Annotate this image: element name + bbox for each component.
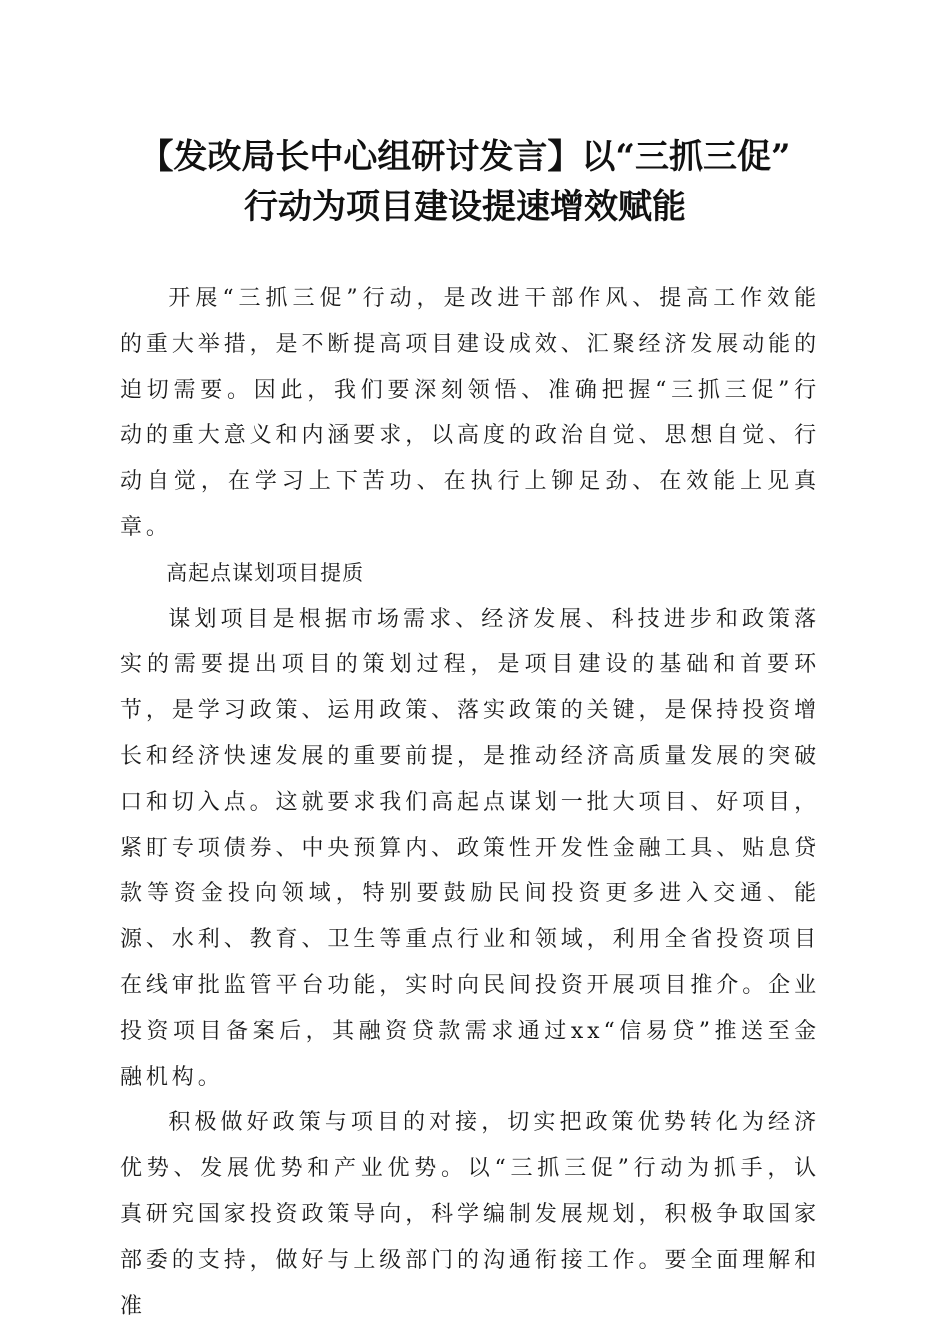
title-line-1: 【发改局长中心组研讨发言】以“三抓三促”	[139, 137, 791, 177]
document-title	[100, 132, 830, 232]
paragraph-intro: 开展“三抓三促”行动，是改进干部作风、提高工作效能的重大举措，是不断提高项目建设成效、汇聚经济发展动能的迫切需要。因此，我们要深刻领悟、准确把握“三抓三促”行动的重大意义和内涵要求，以高度的政治自觉、思想自觉、行动自觉，在学习上下苦功、在执行上铆足劲、在效能上见真章。	[120, 286, 820, 540]
document-body	[120, 276, 820, 1329]
paragraph-planning: 谋划项目是根据市场需求、经济发展、科技进步和政策落实的需要提出项目的策划过程，是项目建设的基础和首要环节，是学习政策、运用政策、落实政策的关键，是保持投资增长和经济快速发展的重要前提，是推动经济高质量发展的突破口和切入点。这就要求我们高起点谋划一批大项目、好项目，紧盯专项债券、中央预算内、政策性开发性金融工具、贴息贷款等资金投向领域，特别要鼓励民间投资更多进入交通、能源、水利、教育、卫生等重点行业和领域，利用全省投资项目在线审批监管平台功能，实时向民间投资开展项目推介。企业投资项目备案后，其融资贷款需求通过xx“信易贷”推送至金融机构。	[120, 606, 820, 1090]
paragraph-policy: 积极做好政策与项目的对接，切实把政策优势转化为经济优势、发展优势和产业优势。以“三抓三促”行动为抓手，认真研究国家投资政策导向，科学编制发展规划，积极争取国家部委的支持，做好与上级部门的沟通衔接工作。要全面理解和准	[120, 1110, 820, 1319]
section-heading: 高起点谋划项目提质	[166, 560, 365, 585]
title-line-2: 行动为项目建设提速增效赋能	[244, 187, 686, 227]
